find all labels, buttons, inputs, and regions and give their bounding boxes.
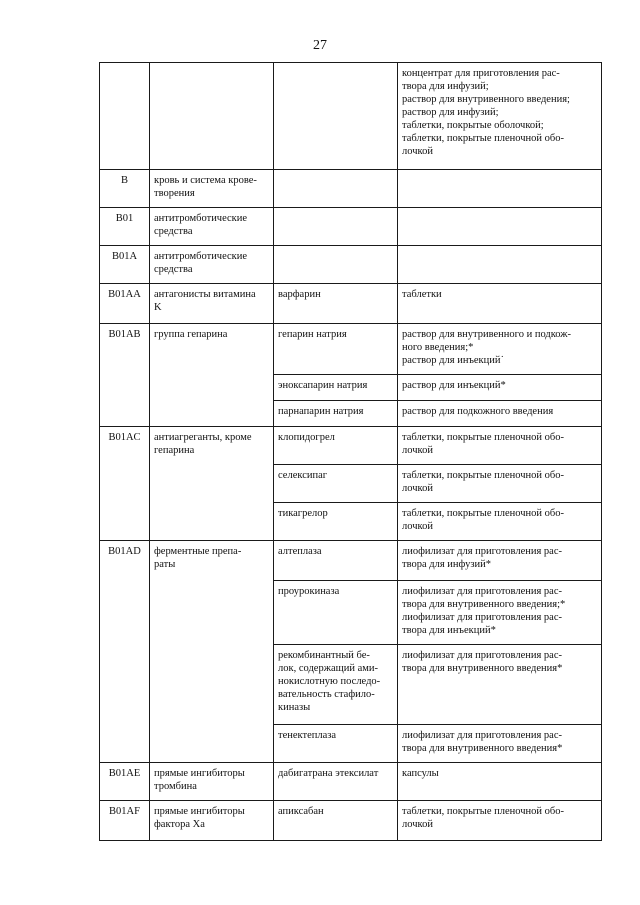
medicines-table <box>99 62 602 841</box>
drug-name-cell: тенектеплаза <box>274 725 398 763</box>
atc-code-cell: B01AF <box>100 801 150 841</box>
drug-name-cell: апиксабан <box>274 801 398 841</box>
anatomical-group-cell: кровь и система крове- творения <box>150 170 274 208</box>
drug-name-cell <box>274 246 398 284</box>
dosage-forms-cell: лиофилизат для приготовления рас- твора для внутривенного введения;* лиофилизат для приготовления рас- твора для инъекций* <box>398 581 602 645</box>
dosage-forms-cell: капсулы <box>398 763 602 801</box>
dosage-forms-cell: лиофилизат для приготовления рас- твора для инфузий* <box>398 541 602 581</box>
drug-name-cell: алтеплаза <box>274 541 398 581</box>
dosage-forms-cell: таблетки, покрытые пленочной обо- лочкой <box>398 465 602 503</box>
drug-name-cell: парнапарин натрия <box>274 401 398 427</box>
atc-code-cell: B01AA <box>100 284 150 324</box>
dosage-forms-cell <box>398 170 602 208</box>
anatomical-group-cell <box>150 63 274 170</box>
drug-name-cell: клопидогрел <box>274 427 398 465</box>
table-row <box>100 246 602 284</box>
table-row <box>100 63 602 170</box>
atc-code-cell: B01AC <box>100 427 150 541</box>
table-row <box>100 763 602 801</box>
dosage-forms-cell: лиофилизат для приготовления рас- твора для внутривенного введения* <box>398 645 602 725</box>
anatomical-group-cell: антиагреганты, кроме гепарина <box>150 427 274 541</box>
atc-code-cell: B01A <box>100 246 150 284</box>
dosage-forms-cell: лиофилизат для приготовления рас- твора для внутривенного введения* <box>398 725 602 763</box>
table-row <box>100 541 602 581</box>
table-row <box>100 801 602 841</box>
drug-name-cell: рекомбинантный бе- лок, содержащий ами- нокислотную последо- вательность стафило- киназы <box>274 645 398 725</box>
drug-name-cell: тикагрелор <box>274 503 398 541</box>
drug-name-cell: проурокиназа <box>274 581 398 645</box>
drug-name-cell <box>274 170 398 208</box>
dosage-forms-cell: таблетки <box>398 284 602 324</box>
table-row <box>100 284 602 324</box>
anatomical-group-cell: антитромботические средства <box>150 246 274 284</box>
table-row <box>100 427 602 465</box>
atc-code-cell: B01AD <box>100 541 150 763</box>
atc-code-cell: B01AE <box>100 763 150 801</box>
anatomical-group-cell: антагонисты витамина K <box>150 284 274 324</box>
drug-name-cell: варфарин <box>274 284 398 324</box>
dosage-forms-cell: таблетки, покрытые пленочной обо- лочкой <box>398 503 602 541</box>
atc-code-cell <box>100 63 150 170</box>
dosage-forms-cell: раствор для инъекций* <box>398 375 602 401</box>
drug-name-cell: эноксапарин натрия <box>274 375 398 401</box>
dosage-forms-cell <box>398 208 602 246</box>
anatomical-group-cell: прямые ингибиторы тромбина <box>150 763 274 801</box>
dosage-forms-cell: таблетки, покрытые пленочной обо- лочкой <box>398 801 602 841</box>
atc-code-cell: B <box>100 170 150 208</box>
dosage-forms-cell: раствор для подкожного введения <box>398 401 602 427</box>
anatomical-group-cell: антитромботические средства <box>150 208 274 246</box>
dosage-forms-cell: концентрат для приготовления рас- твора для инфузий; раствор для внутривенного введения; раствор для инфузий; таблетки, покрытые оболочкой; таблетки, покрытые пленочной обо- лочкой <box>398 63 602 170</box>
drug-name-cell: гепарин натрия <box>274 324 398 375</box>
anatomical-group-cell: группа гепарина <box>150 324 274 427</box>
drug-name-cell: дабигатрана этексилат <box>274 763 398 801</box>
table-row <box>100 324 602 375</box>
atc-code-cell: B01 <box>100 208 150 246</box>
dosage-forms-cell <box>398 246 602 284</box>
drug-name-cell <box>274 208 398 246</box>
table-row <box>100 208 602 246</box>
anatomical-group-cell: ферментные препа- раты <box>150 541 274 763</box>
table-row <box>100 170 602 208</box>
drug-name-cell: селексипаг <box>274 465 398 503</box>
atc-code-cell: B01AB <box>100 324 150 427</box>
dosage-forms-cell: раствор для внутривенного и подкож- ного введения;* раствор для инъекций˙ <box>398 324 602 375</box>
dosage-forms-cell: таблетки, покрытые пленочной обо- лочкой <box>398 427 602 465</box>
page-number: 27 <box>313 38 327 53</box>
anatomical-group-cell: прямые ингибиторы фактора Xa <box>150 801 274 841</box>
drug-name-cell <box>274 63 398 170</box>
